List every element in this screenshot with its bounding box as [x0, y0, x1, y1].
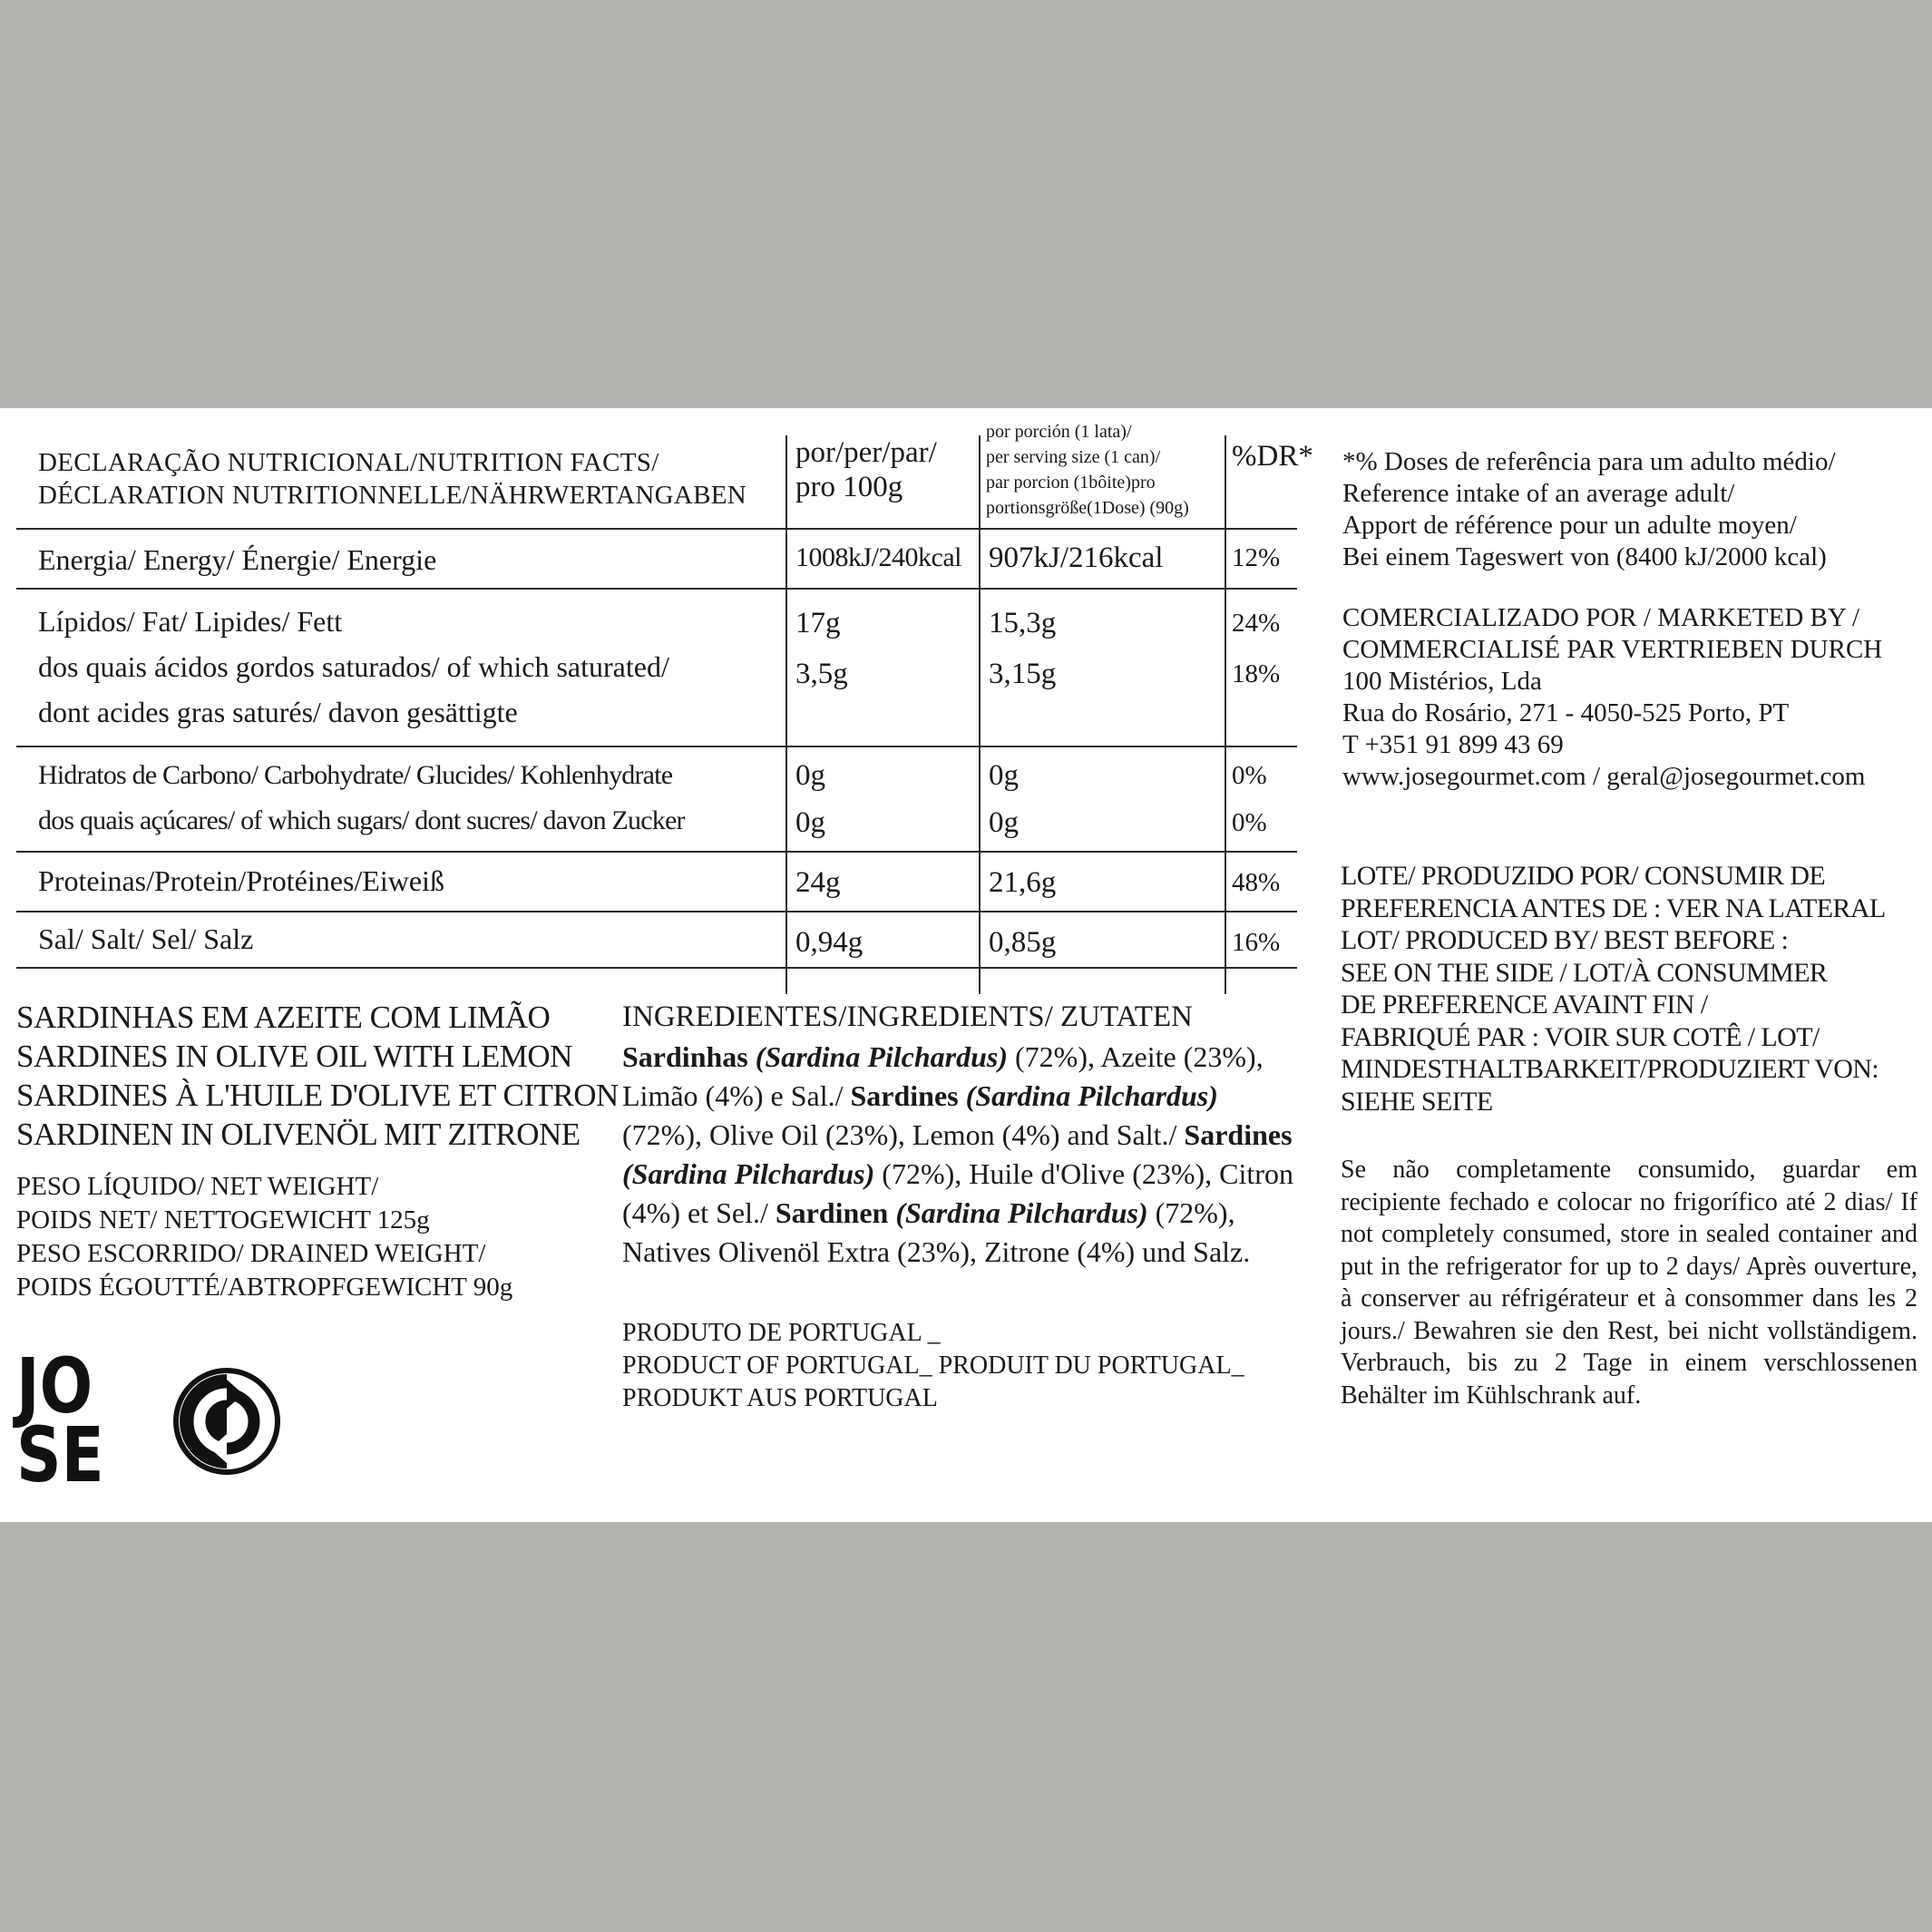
green-dot-icon [172, 1367, 281, 1476]
fat-dr: 24% [1232, 609, 1281, 638]
product-names: SARDINHAS EM AZEITE COM LIMÃO SARDINES IN OLIVE OIL WITH LEMON SARDINES À L'HUILE D'OLIVE ET CITRON SARDINEN IN OLIVENÖL MIT ZITRONE [16, 1000, 619, 1152]
nutrition-heading-line1: DECLARAÇÃO NUTRICIONAL/NUTRITION FACTS/ [38, 448, 659, 477]
marketed-by: COMERCIALIZADO POR / MARKETED BY / COMMERCIALISÉ PAR VERTRIEBEN DURCH 100 Mistérios, Lda Rua do Rosário, 271 - 4050-525 Porto, PT T +351 91 899 43 69 www.josegourmet.com / geral@josegourmet.com [1342, 603, 1883, 791]
nutrition-heading-line2: DÉCLARATION NUTRITIONNELLE/NÄHRWERTANGABEN [38, 481, 746, 510]
col-dr-header: %DR* [1232, 440, 1313, 473]
saturated-label-2: dont acides gras saturés/ davon gesättigte [38, 696, 518, 728]
table-rule [16, 746, 1297, 747]
salt-serving: 0,85g [989, 926, 1057, 959]
energy-per100: 1008kJ/240kcal [795, 542, 961, 572]
nutrition-heading [38, 446, 746, 512]
salt-dr: 16% [1232, 928, 1281, 957]
carbs-label: Hidratos de Carbono/ Carbohydrate/ Glucides/ Kohlenhydrate [38, 760, 673, 790]
salt-per100: 0,94g [795, 926, 864, 959]
saturated-label: dos quais ácidos gordos saturados/ of which saturated/ [38, 650, 669, 683]
net-weight: PESO LÍQUIDO/ NET WEIGHT/ POIDS NET/ NETTOGEWICHT 125g PESO ESCORRIDO/ DRAINED WEIGHT/ POIDS ÉGOUTTÉ/ABTROPFGEWICHT 90g [16, 1172, 513, 1302]
protein-per100: 24g [795, 866, 841, 899]
energy-serving: 907kJ/216kcal [989, 542, 1164, 574]
jose-logo: JO SE [16, 1342, 104, 1499]
sugars-dr: 0% [1232, 808, 1267, 837]
product-origin: PRODUTO DE PORTUGAL _ PRODUCT OF PORTUGAL_ PRODUIT DU PORTUGAL_ PRODUKT AUS PORTUGAL [622, 1319, 1244, 1412]
energy-dr: 12% [1232, 543, 1281, 572]
saturated-dr: 18% [1232, 659, 1281, 688]
ingredients-list: Sardinhas (Sardina Pilchardus) (72%), Azeite (23%), Limão (4%) e Sal./ Sardines (Sardina Pilchardus) (72%), Olive Oil (23%), Lemon (4%) and Salt./ Sardines (Sardina Pilchardus) (72%), Huile d'Olive (23%), Citron (4%) et Sel./ Sardinen (Sardina Pilchardus) (72%), Natives Olivenöl Extra (23%), Zitrone (4%) und Salz. [622, 1040, 1293, 1268]
sugars-per100: 0g [795, 806, 825, 839]
carbs-per100: 0g [795, 759, 825, 792]
protein-dr: 48% [1232, 868, 1281, 897]
reference-intake-note: *% Doses de referência para um adulto médio/ Reference intake of an average adult/ Apport de référence pour un adulte moyen/ Bei einem Tageswert von (8400 kJ/2000 kcal) [1342, 447, 1836, 571]
protein-label: Proteinas/Protein/Protéines/Eiweiß [38, 864, 444, 897]
sugars-serving: 0g [989, 806, 1019, 839]
col-per-100g-header: por/per/par/ pro 100g [795, 436, 937, 503]
sugars-label: dos quais açúcares/ of which sugars/ dont sucres/ davon Zucker [38, 805, 685, 835]
saturated-serving: 3,15g [989, 658, 1057, 690]
table-rule [16, 967, 1297, 969]
table-rule [16, 911, 1297, 912]
salt-label: Sal/ Salt/ Sel/ Salz [38, 922, 254, 955]
table-rule [16, 528, 1297, 530]
col-per-serving-header: por porción (1 lata)/ per serving size (1 can)/ par porcion (1bôite)pro portionsgröße(1Dose) (90g) [986, 422, 1189, 518]
saturated-per100: 3,5g [795, 658, 848, 690]
protein-serving: 21,6g [989, 866, 1057, 899]
energy-label: Energia/ Energy/ Énergie/ Energie [38, 543, 437, 576]
carbs-serving: 0g [989, 759, 1019, 792]
ingredients-title: INGREDIENTES/INGREDIENTS/ ZUTATEN [622, 1000, 1193, 1033]
fat-per100: 17g [795, 607, 841, 639]
table-rule [16, 588, 1297, 590]
product-label [0, 408, 1932, 1522]
table-rule [16, 851, 1297, 853]
lot-info: LOTE/ PRODUZIDO POR/ CONSUMIR DE PREFERENCIA ANTES DE : VER NA LATERAL LOT/ PRODUCED BY/ BEST BEFORE : SEE ON THE SIDE / LOT/À CONSUMMER DE PREFERENCE AVAINT FIN / FABRIQUÉ PAR : VOIR SUR COTÊ / LOT/ MINDESTHALTBARKEIT/PRODUZIERT VON: SIEHE SEITE [1341, 861, 1886, 1117]
fat-label: Lípidos/ Fat/ Lipides/ Fett [38, 605, 343, 638]
carbs-dr: 0% [1232, 761, 1267, 790]
fat-serving: 15,3g [989, 607, 1057, 639]
storage-instructions: Se não completamente consumido, guardar em recipiente fechado e colocar no frigorífico até 2 dias/ If not completely consumed, store in sealed container and put in the refrigerator for up to 2 days/ Après ouverture, à conserver au réfrigérateur et à consommer dans les 2 jours./ Bewahren sie den Rest, bei nicht vollständigem. Verbrauch, bis zu 2 Tage in einem verschlossenen Behälter im Kühlschrank auf. [1341, 1156, 1917, 1410]
